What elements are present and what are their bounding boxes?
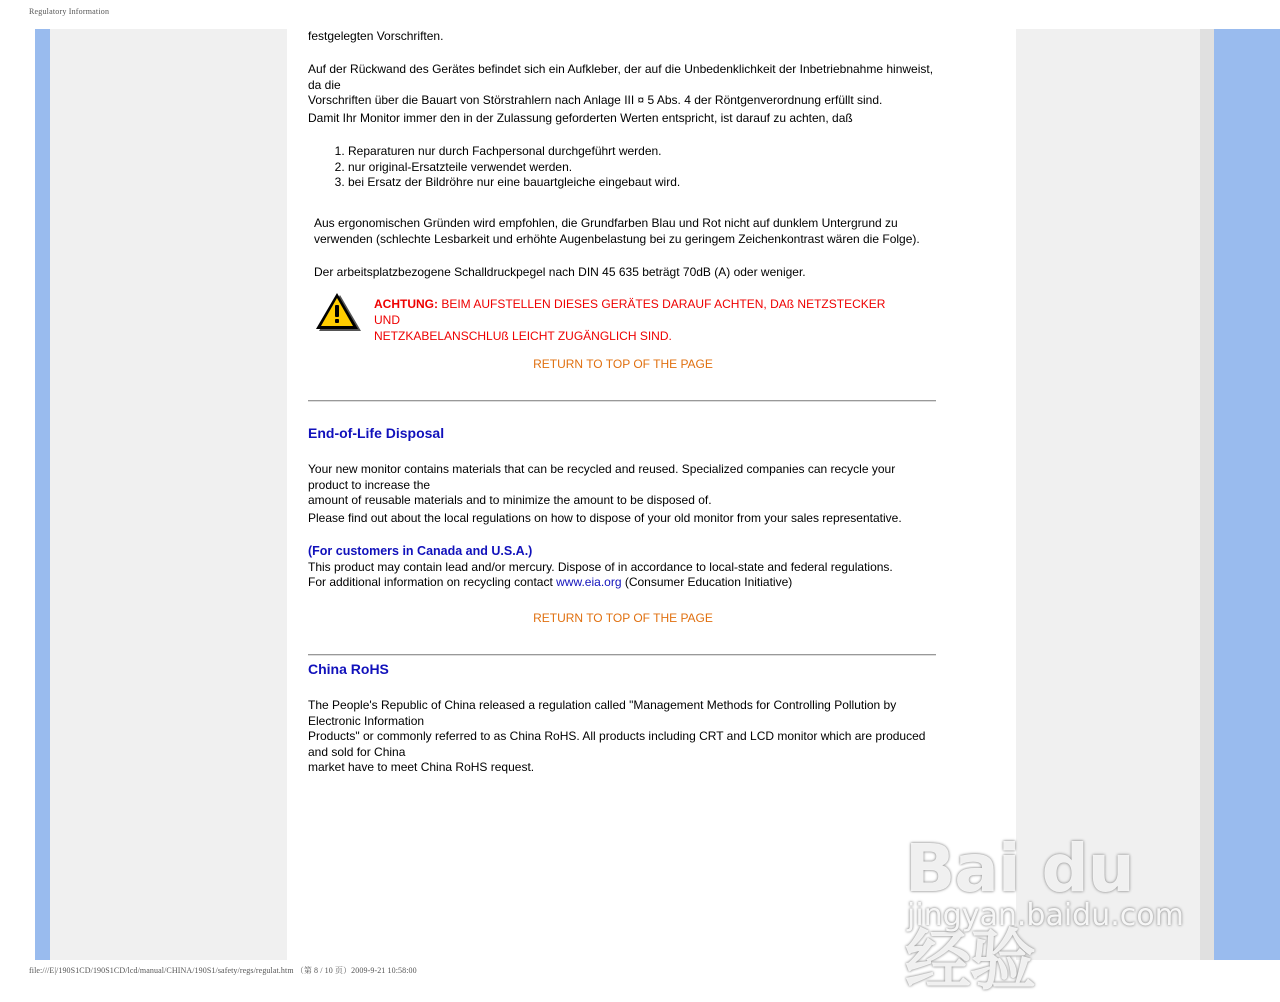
german-p1-line1: Auf der Rückwand des Gerätes befindet sich ein Aufkleber, der auf die Unbedenklichkeit der Inbetriebnahme hinweist, da die — [308, 62, 934, 92]
watermark-sub-text: jingyan.baidu.com — [907, 898, 1184, 933]
german-paragraph-3 — [314, 216, 944, 247]
eol-p3-line1: This product may contain lead and/or mercury. Dispose of in accordance to local-state and federal regulations. — [308, 559, 893, 574]
watermark-main-text: Bai du 经验 — [905, 830, 1134, 999]
eol-paragraph-2: Please find out about the local regulations on how to dispose of your old monitor from your sales representative. — [308, 511, 902, 525]
return-to-top-link[interactable]: RETURN TO TOP OF THE PAGE — [533, 611, 713, 625]
rohs-line2: Products" or commonly referred to as China RoHS. All products including CRT and LCD monitor which are produced and sold for China — [308, 729, 926, 759]
eol-canada-usa — [308, 544, 938, 591]
left-gray-panel — [50, 29, 287, 960]
eol-paragraph-1 — [308, 462, 938, 509]
return-to-top-link[interactable]: RETURN TO TOP OF THE PAGE — [533, 357, 713, 371]
section-divider — [308, 400, 936, 402]
warning-line1: BEIM AUFSTELLEN DIESES GERÄTES DARAUF ACHTEN, DAß NETZSTECKER UND — [374, 297, 886, 327]
german-paragraph-1 — [308, 62, 938, 109]
right-blue-bar — [1214, 29, 1280, 960]
baidu-watermark — [905, 800, 1205, 999]
rohs-line3: market have to meet China RoHS request. — [308, 760, 535, 774]
warning-line2: NETZKABELANSCHLUß LEICHT ZUGÄNGLICH SIND. — [374, 329, 672, 343]
warning-icon — [314, 291, 362, 333]
left-blue-bar — [35, 29, 50, 960]
eol-p3-line2: For additional information on recycling contact www.eia.org (Consumer Education Initiative) — [308, 575, 793, 589]
rohs-paragraph — [308, 698, 938, 776]
list-item: 3. bei Ersatz der Bildröhre nur eine bauartgleiche eingebaut wird. — [348, 175, 680, 191]
warning-label: ACHTUNG: — [374, 297, 438, 311]
german-paragraph-4: Der arbeitsplatzbezogene Schalldruckpegel nach DIN 45 635 beträgt 70dB (A) oder weniger. — [314, 265, 806, 279]
rohs-line1: The People's Republic of China released a regulation called "Management Methods for Controlling Pollution by Electronic Information — [308, 698, 897, 728]
german-p3-line2: verwenden (schlechte Lesbarkeit und erhöhte Augenbelastung bei zu geringem Zeichenkontrast wären die Folge). — [314, 231, 920, 246]
rohs-title: China RoHS — [308, 661, 389, 677]
list-item: 1. Reparaturen nur durch Fachpersonal durchgeführt werden. — [348, 144, 680, 160]
german-paragraph-2: Damit Ihr Monitor immer den in der Zulassung geforderten Werten entspricht, ist darauf zu achten, daß — [308, 111, 853, 125]
warning-text — [374, 296, 894, 344]
eol-title: End-of-Life Disposal — [308, 425, 445, 441]
print-footer-path: file:///E|/190S1CD/190S1CD/lcd/manual/CHINA/190S1/safety/regs/regulat.htm （第 8 / 10 页）2009-9-21 10:58:00 — [29, 966, 417, 975]
repair-list — [330, 144, 680, 191]
eol-p1-line1: Your new monitor contains materials that can be recycled and reused. Specialized companies can recycle your product to increase the — [308, 462, 896, 492]
eol-subtitle: (For customers in Canada and U.S.A.) — [308, 544, 533, 558]
german-paragraph-0: festgelegten Vorschriften. — [308, 29, 444, 43]
print-header-title: Regulatory Information — [29, 7, 110, 16]
eol-p1-line2: amount of reusable materials and to minimize the amount to be disposed of. — [308, 493, 712, 507]
german-p3-line1: Aus ergonomischen Gründen wird empfohlen, die Grundfarben Blau und Rot nicht auf dunklem Untergrund zu — [314, 216, 898, 230]
list-item: 2. nur original-Ersatzteile verwendet werden. — [348, 160, 680, 176]
section-divider — [308, 654, 936, 656]
eia-link[interactable]: www.eia.org — [556, 575, 622, 589]
german-p1-line2: Vorschriften über die Bauart von Störstrahlern nach Anlage III ¤ 5 Abs. 4 der Röntgenverordnung erfüllt sind. — [308, 93, 883, 107]
